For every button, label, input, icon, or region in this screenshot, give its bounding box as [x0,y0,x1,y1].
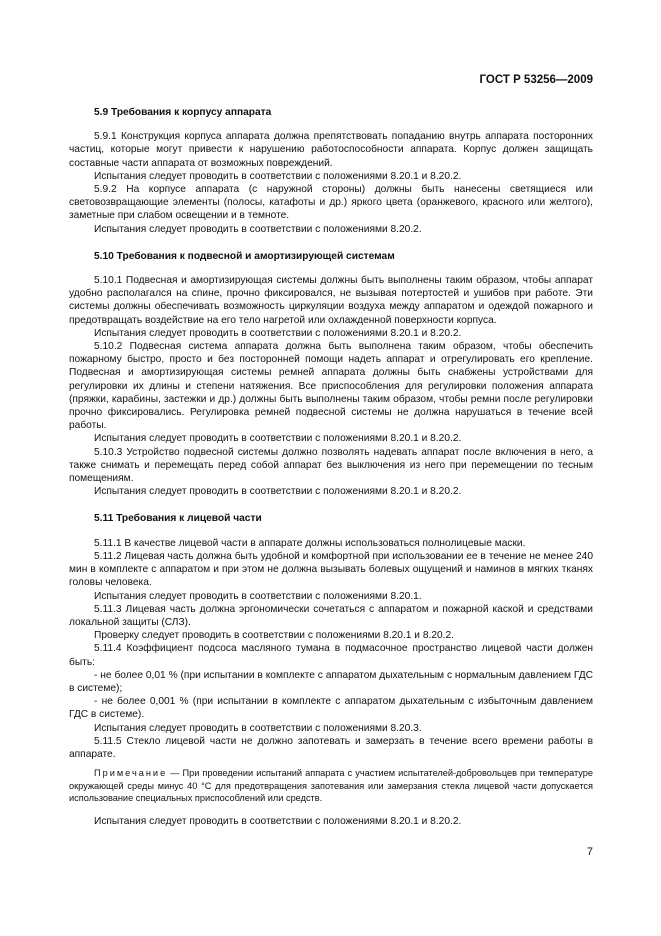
list-item: - не более 0,01 % (при испытании в комплекте с аппаратом дыхательным с нормальным давлением ГДС в системе); [69,669,593,694]
paragraph: Испытания следует проводить в соответствии с положениями 8.20.1 и 8.20.2. [94,486,462,498]
paragraph: 5.10.1 Подвесная и амортизирующая системы должны быть выполнены таким образом, чтобы аппарат удобно располагался на спине, прочно фиксировался, не вызывая потертостей и ушибов при работе. Эти системы должны обеспечивать возможность циркуляции воздуха между аппаратом и одеждой пожарного и предотвращать воздействие на его тело нагретой или охлажденной поверхности корпуса. [69,275,593,326]
list-item: - не более 0,001 % (при испытании в комплекте с аппаратом дыхательным с избыточным давлением ГДС в системе). [69,696,593,721]
paragraph: Испытания следует проводить в соответствии с положениями 8.20.1. [94,590,422,602]
paragraph: 5.11.4 Коэффициент подсоса масляного тумана в подмасочное пространство лицевой части должен быть: [69,643,593,668]
section-title: 5.10 Требования к подвесной и амортизирующей системам [94,250,395,262]
paragraph: 5.9.2 На корпусе аппарата (с наружной стороны) должны быть нанесены светящиеся или световозвращающие элементы (полосы, катафоты и др.) яркого цвета (оранжевого, красного или желтого), заметные при слабом освещении и в темноте. [69,184,593,222]
paragraph: 5.11.5 Стекло лицевой части не должно запотевать и замерзать в течение всего времени работы в аппарате. [69,735,593,760]
paragraph: 5.11.2 Лицевая часть должна быть удобной и комфортной при использовании ее в течение не менее 240 мин в комплекте с аппаратом и при этом не должна вызывать болевых ощущений и наминов в мягких тканях головы человека. [69,550,593,589]
document-code: ГОСТ Р 53256—2009 [479,74,593,86]
section-title: 5.11 Требования к лицевой части [94,513,262,525]
page-number: 7 [586,846,593,858]
paragraph: Испытания следует проводить в соответствии с положениями 8.20.1 и 8.20.2. [94,433,462,445]
paragraph: Испытания следует проводить в соответствии с положениями 8.20.3. [94,722,422,734]
paragraph: 5.10.2 Подвесная система аппарата должна быть выполнена таким образом, чтобы обеспечить пожарному быстро, просто и без посторонней помощи надеть аппарат и отрегулировать его крепление. Подвесная и амортизирующая системы ремней аппарата должны быть снабжены устройствами для регулировки их длины и степени натяжения. Все приспособления для регулировки положения аппарата (пряжки, карабины, застежки и др.) должны быть выполнены таким образом, чтобы ремни после регулировки прочно фиксировались. Регулировка ремней подвесной системы не должна нарушаться в течение всей работы. [69,341,593,432]
paragraph: 5.11.1 В качестве лицевой части в аппарате должны использоваться полнолицевые маски. [94,537,526,549]
paragraph: Испытания следует проводить в соответствии с положениями 8.20.1 и 8.20.2. [94,327,462,339]
note-label: Примечание [94,768,168,779]
paragraph: Проверку следует проводить в соответствии с положениями 8.20.1 и 8.20.2. [94,630,454,642]
paragraph: Испытания следует проводить в соответствии с положениями 8.20.1 и 8.20.2. [94,815,462,827]
section-title: 5.9 Требования к корпусу аппарата [94,107,272,118]
paragraph: 5.11.3 Лицевая часть должна эргономически сочетаться с аппаратом и пожарной каской и средствами локальной защиты (СЛЗ). [69,603,593,628]
paragraph: 5.10.3 Устройство подвесной системы должно позволять надевать аппарат после включения в него, а также снимать и перемещать перед собой аппарат без выключения из него при перемещении по тесным помещениям. [69,446,593,485]
paragraph: Испытания следует проводить в соответствии с положениями 8.20.1 и 8.20.2. [94,170,462,182]
paragraph: Испытания следует проводить в соответствии с положениями 8.20.2. [94,223,422,235]
note [69,767,593,805]
note-text: — При проведении испытаний аппарата с участием испытателей-добровольцев при температуре окружающей среды минус 40 °С для предотвращения запотевания или замерзания стекла лицевой части допускается использование специальных приспособлений или средств. [69,768,593,804]
page-content [69,106,593,828]
paragraph: 5.9.1 Конструкция корпуса аппарата должна препятствовать попаданию внутрь аппарата посторонних частиц, которые могут привести к нарушению работоспособности аппарата. Корпус должен защищать составные части аппарата от возможных повреждений. [69,131,593,169]
